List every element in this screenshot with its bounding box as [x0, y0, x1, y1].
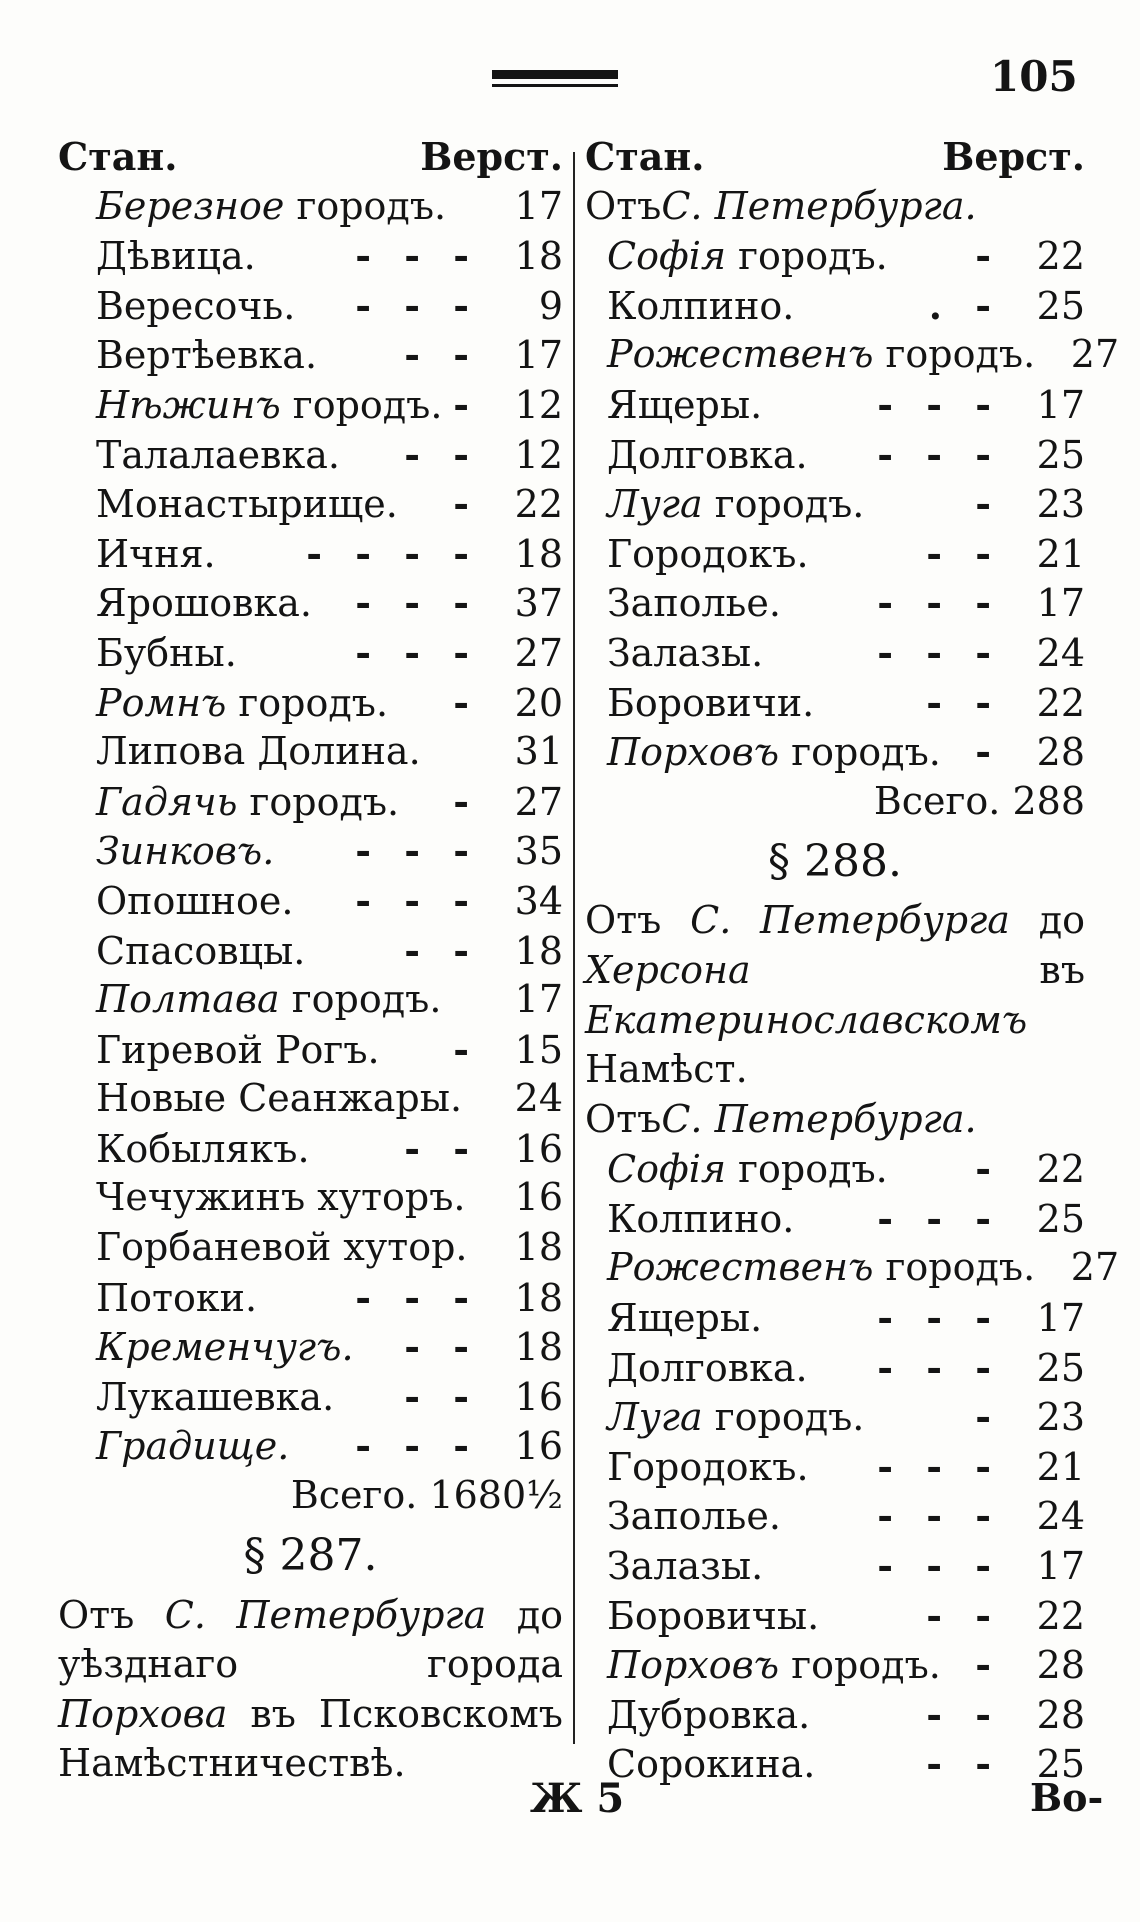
route-origin-2: Отъ С. Петербурга.: [585, 1096, 977, 1141]
left-column: [58, 132, 563, 1789]
station-name: Чечужинъ хуторъ.: [96, 1175, 466, 1220]
station-row: [58, 678, 563, 728]
station-row: [58, 1124, 563, 1174]
header-rule-thick: [492, 70, 618, 79]
station-row: [585, 578, 1085, 628]
distance-versts: 21: [1036, 1444, 1085, 1489]
station-name: Софія городъ.: [607, 234, 888, 279]
station-row: [58, 1322, 563, 1372]
distance-versts: 18: [514, 1275, 563, 1320]
station-name: Талалаевка.: [96, 432, 340, 477]
station-row: [585, 1591, 1085, 1641]
station-name: Ромнъ городъ.: [96, 680, 389, 725]
station-row: [58, 529, 563, 579]
distance-versts: 24: [514, 1076, 563, 1121]
station-name: Луга городъ.: [607, 482, 865, 527]
leader-dashes: - - -: [877, 629, 1001, 675]
distance-versts: 22: [1036, 1147, 1085, 1192]
leader-dashes: - -: [926, 679, 1001, 725]
leader-dashes: - - -: [877, 1543, 1001, 1589]
distance-versts: 35: [514, 829, 563, 874]
leader-dashes: - -: [404, 431, 479, 477]
station-row: [58, 1025, 563, 1075]
leader-dashes: - - -: [877, 1195, 1001, 1241]
distance-versts: 34: [514, 878, 563, 923]
station-row: [585, 1144, 1085, 1194]
station-name: Гиревой Рогъ.: [96, 1027, 380, 1072]
distance-versts: 16: [514, 1374, 563, 1419]
distance-versts: 12: [514, 382, 563, 427]
right-column: [585, 132, 1120, 1789]
station-name: Софія городъ.: [607, 1147, 888, 1192]
station-name: Долговка.: [607, 1345, 808, 1390]
station-name: Порховъ городъ.: [607, 1643, 941, 1688]
station-name: Березное городъ.: [96, 183, 447, 228]
station-name: Сорокина.: [607, 1742, 816, 1787]
leader-dashes: - -: [926, 1741, 1001, 1787]
total-text: Всего. 288: [873, 778, 1085, 823]
distance-versts: 16: [514, 1175, 563, 1220]
station-row: [585, 1442, 1085, 1492]
distance-versts: 17: [1036, 382, 1085, 427]
right-total: [585, 777, 1085, 827]
leader-dashes: -: [975, 1146, 1001, 1192]
station-row: [585, 1343, 1085, 1393]
station-name: Колпино.: [607, 283, 795, 328]
station-row: [58, 826, 563, 876]
leader-dashes: - - -: [877, 1344, 1001, 1390]
station-row: [585, 727, 1085, 777]
station-row: [58, 1421, 563, 1471]
station-name: Вересочь.: [96, 283, 296, 328]
distance-versts: 28: [1036, 730, 1085, 775]
right-route-list-2: [585, 1144, 1120, 1789]
leader-dashes: - -: [926, 1592, 1001, 1638]
distance-versts: 18: [514, 1325, 563, 1370]
section-heading-287: § 287.: [243, 1529, 378, 1581]
station-row: [585, 1194, 1085, 1244]
station-row: [58, 380, 563, 430]
versts-heading: Верст.: [942, 134, 1085, 179]
station-name: Вертѣевка.: [96, 333, 318, 378]
leader-dashes: -: [975, 481, 1001, 527]
distance-versts: 24: [1036, 1494, 1085, 1539]
route-origin-1: Отъ С. Петербурга.: [585, 183, 977, 228]
distance-versts: 25: [1036, 283, 1085, 328]
station-row: [58, 1223, 563, 1273]
distance-versts: 24: [1036, 630, 1085, 675]
station-name: Дѣвица.: [96, 234, 256, 279]
station-row: [58, 975, 563, 1025]
station-name: Городокъ.: [607, 531, 809, 576]
station-name: Горбаневой хутор.: [96, 1225, 468, 1270]
distance-versts: 18: [514, 531, 563, 576]
station-name: Ящеры.: [607, 382, 763, 427]
distance-versts: 28: [1036, 1692, 1085, 1737]
distance-versts: 16: [514, 1424, 563, 1469]
leader-dashes: -: [975, 1394, 1001, 1440]
leader-dashes: -: [453, 481, 479, 527]
distance-versts: 22: [514, 482, 563, 527]
station-name: Полтава городъ.: [96, 977, 442, 1022]
station-row: [58, 231, 563, 281]
station-row: [58, 578, 563, 628]
leader-dashes: -: [453, 679, 479, 725]
station-name: Зинковъ.: [96, 829, 275, 874]
distance-versts: 17: [514, 183, 563, 228]
versts-heading: Верст.: [420, 134, 563, 179]
station-name: Колпино.: [607, 1196, 795, 1241]
station-name: Луга городъ.: [607, 1395, 865, 1440]
leader-dashes: - - -: [355, 1423, 479, 1469]
header-rule-thin: [492, 84, 618, 87]
leader-dashes: - - - -: [306, 530, 479, 576]
distance-versts: 18: [514, 234, 563, 279]
station-row: [585, 281, 1085, 331]
section-heading-288: § 288.: [768, 835, 902, 887]
station-row: [58, 1074, 563, 1124]
station-name: Порховъ городъ.: [607, 730, 941, 775]
station-name: Опошное.: [96, 878, 294, 923]
distance-versts: 23: [1036, 1395, 1085, 1440]
station-row: [58, 876, 563, 926]
station-row: [585, 1690, 1085, 1740]
station-row: [585, 380, 1085, 430]
station-row: [58, 1372, 563, 1422]
station-name: Кобылякъ.: [96, 1126, 310, 1171]
distance-versts: 21: [1036, 531, 1085, 576]
station-name: Кременчугъ.: [96, 1325, 354, 1370]
station-name: Липова Долина.: [96, 729, 421, 774]
distance-versts: 17: [514, 977, 563, 1022]
station-row: [58, 1273, 563, 1323]
distance-versts: 18: [514, 1225, 563, 1270]
leader-dashes: -: [453, 778, 479, 824]
station-row: [585, 1491, 1085, 1541]
station-row: [585, 628, 1085, 678]
leader-dashes: - - -: [355, 580, 479, 626]
leader-dashes: - - -: [355, 877, 479, 923]
distance-versts: 9: [538, 283, 563, 328]
station-row: [58, 926, 563, 976]
station-row: [585, 529, 1085, 579]
station-name: Ичня.: [96, 531, 216, 576]
route-description-288: Отъ С. Петербурга до Херсона въ Екатеринославскомъ Намѣст.: [585, 898, 1085, 1092]
station-name: Заполье.: [607, 581, 781, 626]
station-row: [585, 1541, 1085, 1591]
station-row: [58, 479, 563, 529]
station-name: Новые Сеанжары.: [96, 1076, 463, 1121]
total-text: Всего. 1680½: [290, 1473, 563, 1518]
station-name: Рожественъ городъ.: [607, 1245, 1036, 1290]
left-column-header: [58, 132, 563, 182]
station-row: [58, 727, 563, 777]
right-route-list-1: [585, 231, 1120, 777]
station-row: [585, 430, 1085, 480]
distance-versts: 17: [514, 333, 563, 378]
leader-dashes: - - -: [877, 1493, 1001, 1539]
leader-dashes: - - -: [355, 233, 479, 279]
station-name: Градище.: [96, 1424, 290, 1469]
leader-dashes: -: [975, 729, 1001, 775]
distance-versts: 17: [1036, 581, 1085, 626]
station-row: [585, 231, 1085, 281]
leader-dashes: - - -: [877, 580, 1001, 626]
station-name: Дубровка.: [607, 1692, 811, 1737]
distance-versts: 27: [1070, 1245, 1120, 1290]
station-name: Гадячь городъ.: [96, 779, 400, 824]
station-name: Монастырище.: [96, 482, 398, 527]
station-row: [585, 1739, 1085, 1789]
leader-dashes: - -: [404, 332, 479, 378]
station-name: Залазы.: [607, 630, 764, 675]
distance-versts: 15: [514, 1027, 563, 1072]
distance-versts: 22: [1036, 234, 1085, 279]
station-row: [58, 430, 563, 480]
leader-dashes: - - -: [877, 431, 1001, 477]
station-name: Ярошовка.: [96, 581, 312, 626]
distance-versts: 25: [1036, 1345, 1085, 1390]
left-total: [58, 1471, 563, 1521]
station-name: Рожественъ городъ.: [607, 332, 1036, 377]
station-row: [58, 1173, 563, 1223]
catchword: Во-: [1030, 1775, 1104, 1820]
station-name: Потоки.: [96, 1275, 258, 1320]
station-row: [58, 777, 563, 827]
station-name: Ящеры.: [607, 1296, 763, 1341]
leader-dashes: -: [975, 1642, 1001, 1688]
station-row: [585, 479, 1085, 529]
signature-mark: Ж 5: [530, 1775, 625, 1822]
column-divider: [573, 152, 575, 1744]
distance-versts: 20: [514, 680, 563, 725]
station-row: [585, 678, 1085, 728]
station-row: [585, 1392, 1085, 1442]
leader-dashes: - - -: [877, 1295, 1001, 1341]
distance-versts: 25: [1036, 1742, 1085, 1787]
leader-dashes: - - -: [355, 1274, 479, 1320]
station-name: Долговка.: [607, 432, 808, 477]
leader-dashes: -: [975, 233, 1001, 279]
distance-versts: 16: [514, 1126, 563, 1171]
station-row: [585, 1243, 1120, 1293]
distance-versts: 31: [514, 729, 563, 774]
leader-dashes: - - -: [355, 629, 479, 675]
station-name: Бубны.: [96, 630, 237, 675]
leader-dashes: - -: [926, 1691, 1001, 1737]
leader-dashes: -: [453, 1026, 479, 1072]
left-route-list: [58, 182, 563, 1471]
leader-dashes: - - -: [355, 828, 479, 874]
station-heading: Стан.: [58, 134, 178, 179]
station-row: [58, 628, 563, 678]
page-number: 105: [990, 52, 1078, 101]
leader-dashes: - -: [404, 927, 479, 973]
leader-dashes: - - -: [877, 1443, 1001, 1489]
leader-dashes: - - -: [877, 381, 1001, 427]
leader-dashes: - -: [404, 1324, 479, 1370]
distance-versts: 12: [514, 432, 563, 477]
distance-versts: 27: [1070, 332, 1120, 377]
station-row: [585, 1293, 1085, 1343]
distance-versts: 18: [514, 928, 563, 973]
leader-dashes: - -: [404, 1125, 479, 1171]
distance-versts: 17: [1036, 1296, 1085, 1341]
station-row: [58, 281, 563, 331]
station-row: [585, 330, 1120, 380]
station-row: [58, 330, 563, 380]
distance-versts: 25: [1036, 432, 1085, 477]
distance-versts: 17: [1036, 1544, 1085, 1589]
station-name: Городокъ.: [607, 1444, 809, 1489]
station-heading: Стан.: [585, 134, 705, 179]
station-row: [58, 182, 563, 232]
distance-versts: 27: [514, 779, 563, 824]
right-column-header: [585, 132, 1085, 182]
distance-versts: 28: [1036, 1643, 1085, 1688]
route-description-287: Отъ С. Петербурга до уѣзднаго города Порхова въ Псковскомъ Намѣстничествѣ.: [58, 1592, 563, 1786]
station-name: Боровичы.: [607, 1593, 820, 1638]
station-name: Лукашевка.: [96, 1374, 335, 1419]
distance-versts: 22: [1036, 680, 1085, 725]
leader-dashes: - - -: [355, 282, 479, 328]
distance-versts: 22: [1036, 1593, 1085, 1638]
station-name: Залазы.: [607, 1544, 764, 1589]
leader-dashes: . -: [928, 282, 1001, 328]
leader-dashes: - -: [404, 1373, 479, 1419]
distance-versts: 37: [514, 581, 563, 626]
leader-dashes: - -: [926, 530, 1001, 576]
leader-dashes: -: [453, 381, 479, 427]
distance-versts: 27: [514, 630, 563, 675]
station-name: Спасовцы.: [96, 928, 306, 973]
station-row: [585, 1640, 1085, 1690]
station-name: Заполье.: [607, 1494, 781, 1539]
station-name: Нѣжинъ городъ.: [96, 382, 443, 427]
distance-versts: 23: [1036, 482, 1085, 527]
distance-versts: 25: [1036, 1196, 1085, 1241]
station-name: Боровичи.: [607, 680, 815, 725]
